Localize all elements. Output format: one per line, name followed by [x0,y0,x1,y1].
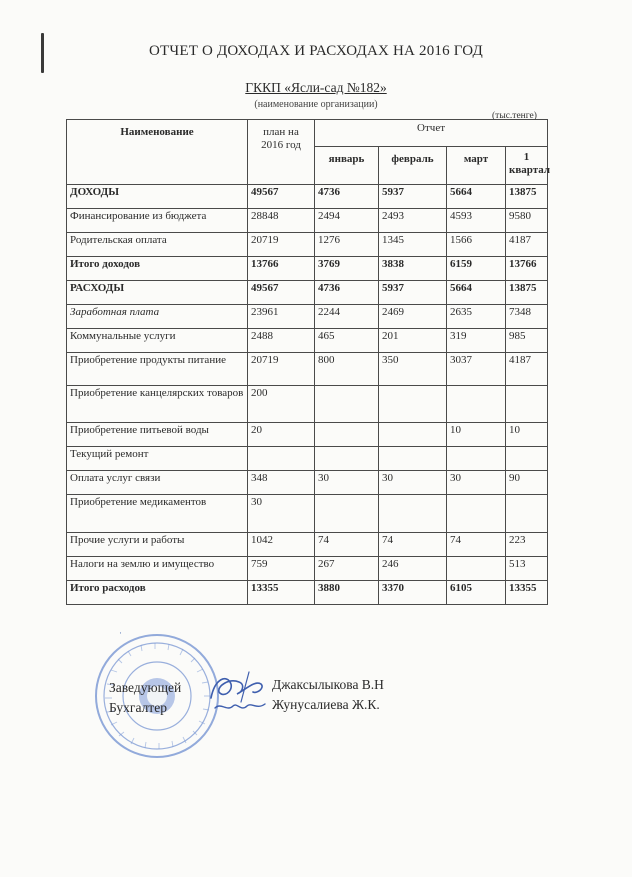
cell-mar: 30 [447,471,506,495]
page-title: ОТЧЕТ О ДОХОДАХ И РАСХОДАХ НА 2016 ГОД [149,43,483,59]
official-stamp [93,632,221,760]
cell-feb: 5937 [379,281,447,305]
table-row [67,447,548,471]
table-row [67,533,548,557]
table-row [67,471,548,495]
header-q1: 1 квартал [506,147,548,185]
head-name: Джаксылыкова В.Н [272,677,384,692]
report-table [66,119,551,605]
cell-jan: 2244 [315,305,379,329]
cell-q1: 13875 [506,281,548,305]
cell-feb: 2469 [379,305,447,329]
row-label: Приобретение канцелярских товаров [67,386,248,423]
row-label: Приобретение питьевой воды [67,423,248,447]
organization-name: ГККП «Ясли-сад №182» [245,80,387,95]
header-report: Отчет [315,120,548,147]
table-row [67,281,548,305]
cell-plan: 13355 [248,581,315,605]
cell-mar [447,557,506,581]
table-row [67,185,548,209]
cell-q1: 10 [506,423,548,447]
cell-q1: 4187 [506,353,548,386]
cell-mar [447,386,506,423]
row-label: Приобретение продукты питание [67,353,248,386]
cell-q1: 13766 [506,257,548,281]
cell-mar: 2635 [447,305,506,329]
cell-q1: 9580 [506,209,548,233]
signature-scribble [205,668,273,718]
cell-plan: 20719 [248,353,315,386]
table-row [67,495,548,533]
row-label: РАСХОДЫ [67,281,248,305]
header-month-feb: февраль [379,147,447,185]
cell-jan: 800 [315,353,379,386]
cell-q1 [506,386,548,423]
cell-plan: 1042 [248,533,315,557]
cell-jan: 1276 [315,233,379,257]
cell-mar: 5664 [447,185,506,209]
accountant-title: Бухгалтер [109,700,167,715]
cell-jan [315,423,379,447]
cell-q1: 90 [506,471,548,495]
cell-jan: 74 [315,533,379,557]
cell-mar: 6159 [447,257,506,281]
table-row [67,305,548,329]
cell-mar: 4593 [447,209,506,233]
cell-jan [315,386,379,423]
cell-jan: 3880 [315,581,379,605]
table-row [67,557,548,581]
cell-plan: 49567 [248,281,315,305]
cell-plan: 13766 [248,257,315,281]
cell-q1: 13875 [506,185,548,209]
cell-feb [379,495,447,533]
cell-mar: 1566 [447,233,506,257]
cell-jan: 4736 [315,281,379,305]
table-row [67,209,548,233]
table-row [67,257,548,281]
organization-caption: (наименование организации) [254,99,378,110]
row-label: Налоги на землю и имущество [67,557,248,581]
cell-jan: 3769 [315,257,379,281]
cell-feb: 246 [379,557,447,581]
row-label: Коммунальные услуги [67,329,248,353]
cell-q1 [506,447,548,471]
cell-plan [248,447,315,471]
cell-plan: 2488 [248,329,315,353]
units-label: (тыс.тенге) [492,111,537,121]
cell-plan: 28848 [248,209,315,233]
cell-q1: 513 [506,557,548,581]
cell-mar: 5664 [447,281,506,305]
cell-jan: 267 [315,557,379,581]
cell-plan: 30 [248,495,315,533]
cell-q1: 985 [506,329,548,353]
row-label: Приобретение медикаментов [67,495,248,533]
cell-feb: 2493 [379,209,447,233]
cell-jan: 465 [315,329,379,353]
cell-q1: 13355 [506,581,548,605]
report-table-body [67,185,548,605]
cell-feb: 5937 [379,185,447,209]
header-plan: план на 2016 год [248,120,315,185]
table-row [67,353,548,386]
cell-plan: 20 [248,423,315,447]
stamp-corner-mark: · [119,628,122,638]
cell-mar: 319 [447,329,506,353]
head-title: Заведующей [109,680,182,695]
cell-feb: 3370 [379,581,447,605]
cell-plan: 23961 [248,305,315,329]
row-label: Оплата услуг связи [67,471,248,495]
cell-jan [315,447,379,471]
cell-jan: 4736 [315,185,379,209]
cell-feb: 350 [379,353,447,386]
cell-feb: 3838 [379,257,447,281]
cell-plan: 49567 [248,185,315,209]
row-label: Заработная плата [67,305,248,329]
cell-jan: 30 [315,471,379,495]
cell-mar [447,495,506,533]
cell-q1: 223 [506,533,548,557]
cell-jan [315,495,379,533]
cell-mar: 3037 [447,353,506,386]
cell-feb: 1345 [379,233,447,257]
row-label: Текущий ремонт [67,447,248,471]
row-label: Итого доходов [67,257,248,281]
cell-mar: 6105 [447,581,506,605]
accountant-name: Жунусалиева Ж.К. [272,697,380,712]
cell-feb: 74 [379,533,447,557]
cell-mar [447,447,506,471]
row-label: Родительская оплата [67,233,248,257]
header-month-mar: март [447,147,506,185]
table-row [67,423,548,447]
table-row [67,329,548,353]
cell-feb [379,386,447,423]
cell-q1: 4187 [506,233,548,257]
cell-mar: 74 [447,533,506,557]
cell-jan: 2494 [315,209,379,233]
header-month-jan: январь [315,147,379,185]
cell-feb: 201 [379,329,447,353]
cell-feb: 30 [379,471,447,495]
cell-mar: 10 [447,423,506,447]
cell-plan: 348 [248,471,315,495]
row-label: Финансирование из бюджета [67,209,248,233]
table-row [67,233,548,257]
cell-feb [379,423,447,447]
row-label: Итого расходов [67,581,248,605]
table-row [67,581,548,605]
cell-plan: 200 [248,386,315,423]
cell-q1: 7348 [506,305,548,329]
cell-plan: 759 [248,557,315,581]
cell-q1 [506,495,548,533]
cell-plan: 20719 [248,233,315,257]
cell-feb [379,447,447,471]
header-name: Наименование [67,120,248,185]
row-label: ДОХОДЫ [67,185,248,209]
table-row [67,386,548,423]
row-label: Прочие услуги и работы [67,533,248,557]
